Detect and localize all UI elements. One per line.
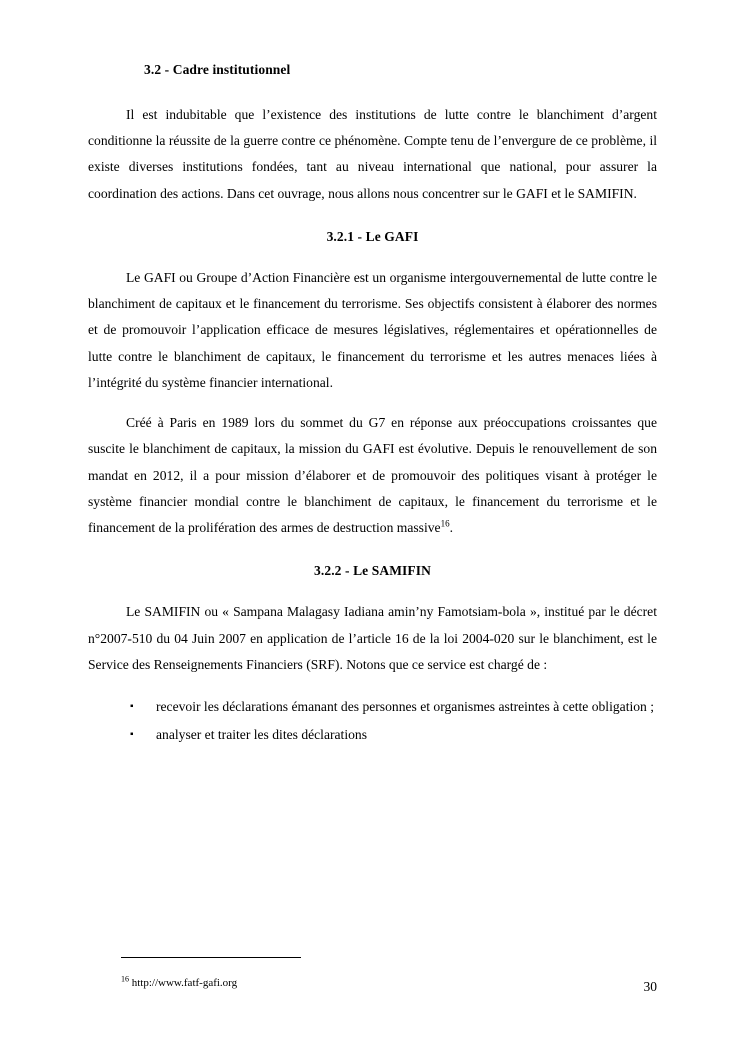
bullet-square-icon: ▪ — [130, 700, 134, 712]
section-heading: 3.2 - Cadre institutionnel — [144, 62, 291, 77]
footnote — [121, 973, 657, 991]
samifin-paragraph-1: Le SAMIFIN ou « Sampana Malagasy Iadiana amin’ny Famotsiam-bola », institué par le décret n°2007-510 du 04 Juin 2007 en application de l’article 16 de la loi 2004-020 sur le blanchiment, est le Service des Renseignements Financiers (SRF). Notons que ce service est chargé de : — [88, 604, 657, 672]
footnote-reference: 16 — [440, 518, 450, 529]
gafi-paragraph-2-tail: . — [449, 520, 453, 536]
gafi-paragraph-2-text: Créé à Paris en 1989 lors du sommet du G7 en réponse aux préoccupations croissantes que suscite le blanchiment de capitaux, la mission du GAFI est évolutive. Depuis le renouvellement de son mandat en 2012, il a pour mission d’élaborer et de promouvoir des politiques visant à protéger le système financier mondial contre le blanchiment de capitaux, le financement du terrorisme et le financement de la prolifération des armes de destruction massive — [88, 415, 657, 536]
footnote-marker: 16 — [121, 973, 129, 983]
footnote-separator — [121, 957, 301, 958]
list-item — [130, 694, 657, 720]
bullet-square-icon: ▪ — [130, 729, 134, 741]
gafi-paragraph-1: Le GAFI ou Groupe d’Action Financière est un organisme intergouvernemental de lutte contre le blanchiment de capitaux et le financement du terrorisme. Ses objectifs consistent à élaborer des normes et de promouvoir l’application efficace de mesures législatives, réglementaires et opérationnelles de lutte contre le blanchiment de capitaux, le financement du terrorisme et les autres menaces liées à l’intégrité du système financier international. — [88, 269, 657, 390]
subsection-heading-gafi: 3.2.1 - Le GAFI — [326, 228, 419, 244]
gafi-paragraph-2 — [88, 410, 657, 541]
footnote-label: http://www.fatf-gafi.org — [129, 976, 238, 989]
subsection-heading-samifin: 3.2.2 - Le SAMIFIN — [314, 563, 431, 579]
samifin-bullet-list — [88, 694, 657, 748]
page-number: 30 — [643, 979, 657, 994]
footnote-area — [88, 957, 657, 991]
list-item-label: analyser et traiter les dites déclarations — [156, 727, 367, 743]
list-item — [130, 722, 657, 748]
list-item-label: recevoir les déclarations émanant des personnes et organismes astreintes à cette obligation ; — [156, 698, 655, 714]
intro-paragraph: Il est indubitable que l’existence des institutions de lutte contre le blanchiment d’argent conditionne la réussite de la guerre contre ce phénomène. Compte tenu de l’envergure de ce problème, il existe diverses institutions fondées, tant au niveau international que national, pour assurer la coordination des actions. Dans cet ouvrage, nous allons nous concentrer sur le GAFI et le SAMIFIN. — [88, 107, 657, 201]
